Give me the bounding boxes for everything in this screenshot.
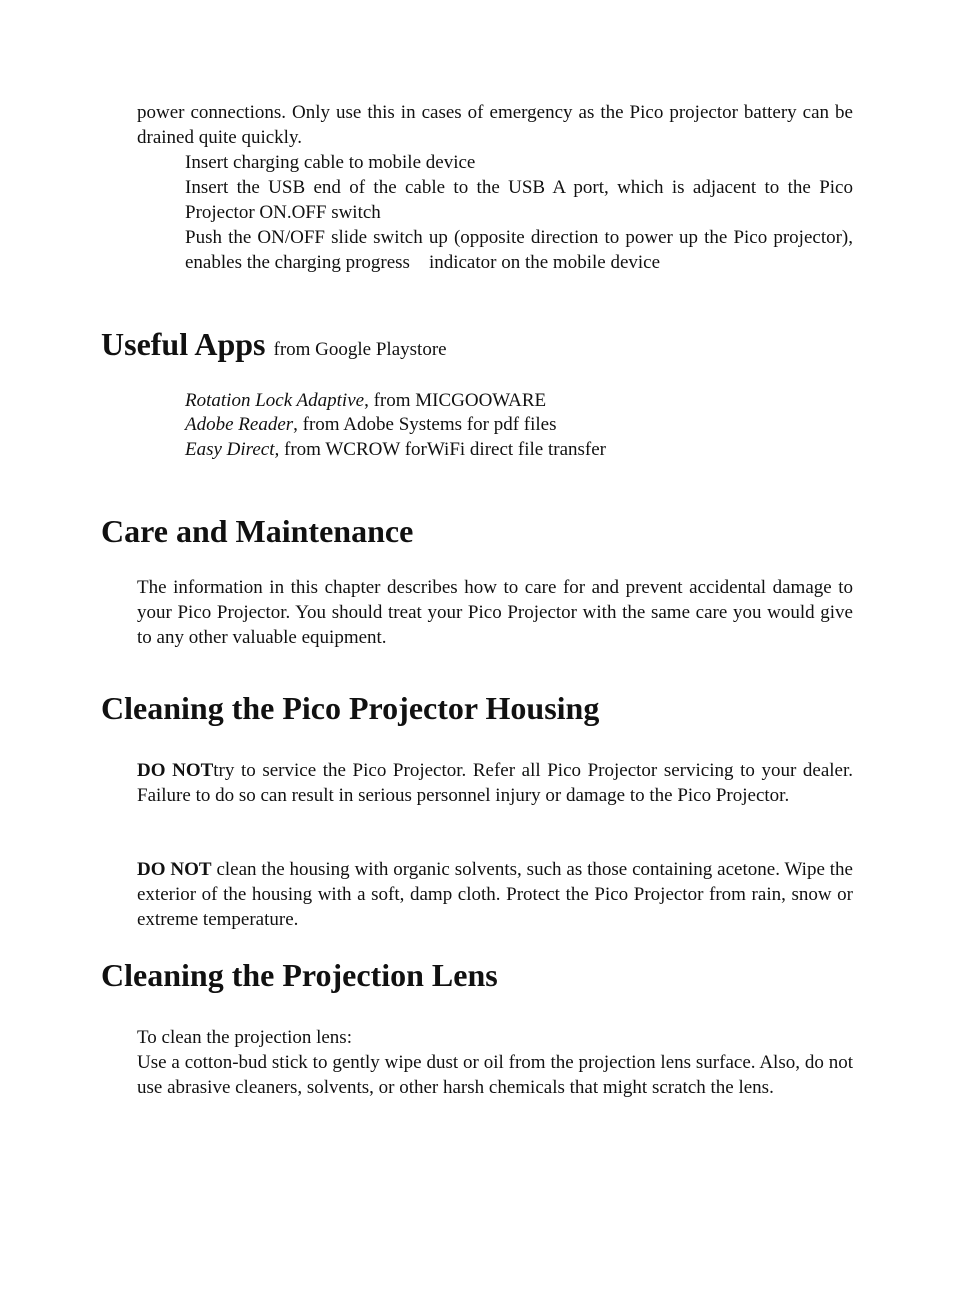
useful-apps-source: from Google Playstore [273,339,447,360]
lens-heading: Cleaning the Projection Lens [101,957,498,993]
app-name: Adobe Reader [185,414,294,435]
app-item-rotation-lock [185,388,546,413]
useful-apps-heading [101,325,447,369]
warning-label: DO NOT [137,859,212,880]
app-name: Rotation Lock Adaptive [185,390,365,411]
intro-continuation: power connections. Only use this in cases of emergency as the Pico projector battery can be drained quite quickly. [137,102,853,148]
app-source: , from MICGOOWARE [364,390,547,411]
app-name: Easy Direct, [185,439,280,460]
housing-paragraph-1 [137,758,853,808]
app-item-easy-direct [185,437,606,462]
warning-label: DO NOT [137,760,214,781]
app-source: , from Adobe Systems for pdf files [293,414,557,435]
housing-paragraph-2 [137,857,858,932]
care-body: The information in this chapter describes how to care for and prevent accidental damage to your Pico Projector. You should treat your Pico Projector with the same care you would give to any other valuable equipment. [137,577,853,648]
app-item-adobe-reader [185,412,556,437]
charging-step-3: Push the ON/OFF slide switch up (opposite direction to power up the Pico projector), enables the charging progress indicator on the mobile device [185,227,858,273]
housing-text-2: clean the housing with organic solvents, such as those containing acetone. Wipe the exterior of the housing with a soft, damp cloth. Protect the Pico Projector from rain, snow or extreme temperature. [137,859,858,930]
charging-step-1: Insert charging cable to mobile device [185,152,476,173]
housing-text-1: try to service the Pico Projector. Refer all Pico Projector servicing to your dealer. Failure to do so can result in serious personnel injury or damage to the Pico Projector. [137,760,853,806]
charging-step-2: Insert the USB end of the cable to the USB A port, which is adjacent to the Pico Projector ON.OFF switch [185,177,853,223]
care-heading: Care and Maintenance [101,513,414,549]
lens-intro: To clean the projection lens: [137,1027,352,1048]
app-source: from WCROW forWiFi direct file transfer [279,439,607,460]
housing-heading: Cleaning the Pico Projector Housing [101,690,600,726]
useful-apps-title: Useful Apps [101,326,266,362]
lens-body: Use a cotton-bud stick to gently wipe dust or oil from the projection lens surface. Also, do not use abrasive cleaners, solvents, or other harsh chemicals that might scratch the lens. [137,1052,853,1098]
